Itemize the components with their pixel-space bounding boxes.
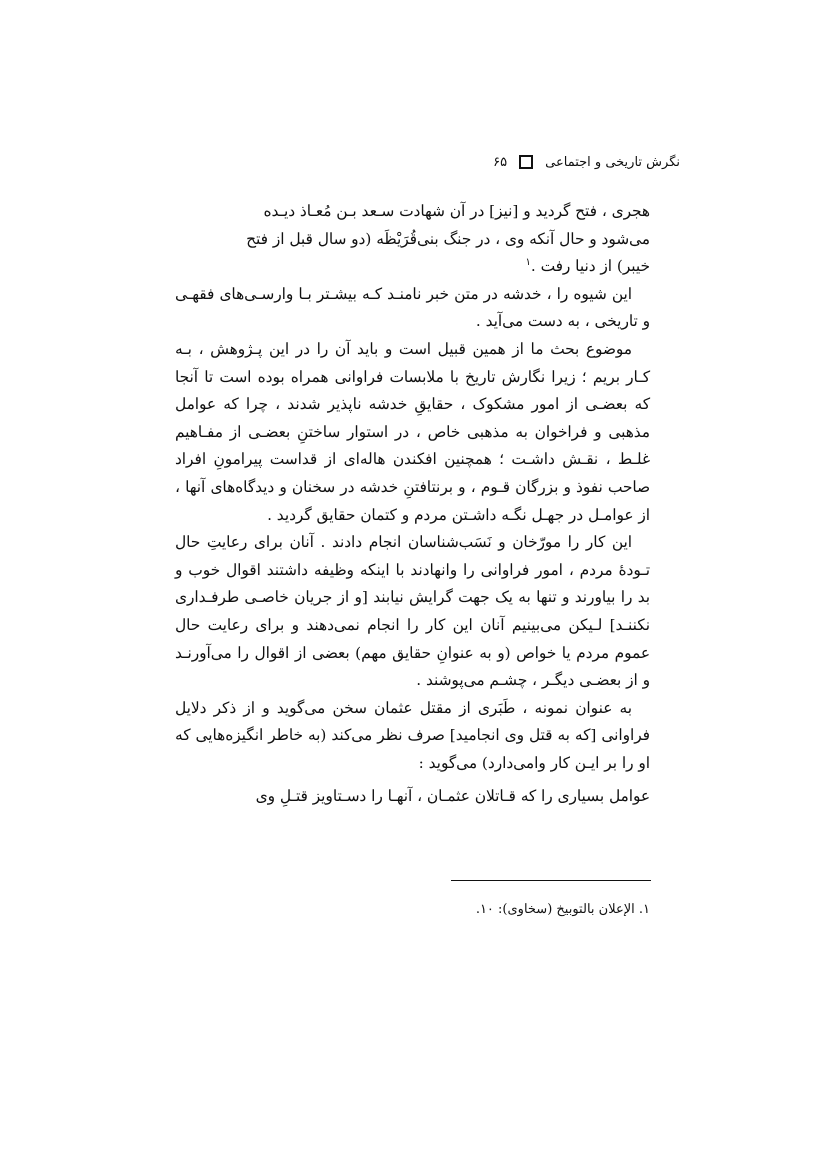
block-quote-khaybar: [209, 198, 650, 281]
quote-line: می‌شود و حال آنکه وی ، در جنگ بنی‌قُرَیْظَه (دو سال قبل از فتح: [246, 229, 650, 248]
quote-line: هجری ، فتح گردید و [نیز] در آن شهادت سـعد بـن مُعـاذ دیـده: [263, 202, 650, 220]
paragraph: موضوع بحث ما از همین قبیل است و باید آن را در این پـژوهش ، بـه کـار بریم ؛ زیرا نگارش تاریخ با ملابسات فراوانی همراه بوده است تا آنجا که بعضـی از امور مشکوک ، حقایقِ خدشه ناپذیر شدند ، چرا که عوامل مذهبی و فراخوان به مذهبی خاص ، در استوار ساختنِ بعضـی از مفـاهیم غلـط ، نقـش داشـت ؛ همچنین افکندن هاله‌ای از قداست پیرامونِ افراد صاحب نفوذ و بزرگان قـوم ، و برنتافتنِ خدشه در سخنان و دیدگاه‌های آنها ، از عوامـل در جهـل نگـه داشـتن مردم و کتمان حقایق گردید .: [175, 339, 650, 524]
paragraph: این کار را مورّخان و نَسَب‌شناسان انجام دادند . آنان برای رعایتِ حال تـودهٔ مردم ، امور فراوانی را وانهادند با اینکه وظیفه داشتند اقوال خوب و بد را بیاورند و تنها به یک جهت گرایش نیابند [و از جریان خاصـی طرفـداری نکننـد] لـیکن می‌بینیم آنان این کار را انجام نمی‌دهند و برای رعایت حال عموم مردم یا خواص (و به عنوانِ حقایق مهم) بعضی از اقوال را می‌آورنـد و از بعضـی دیگـر ، چشـم می‌پوشند .: [175, 533, 650, 690]
running-header: [140, 150, 680, 174]
square-ornament-icon: [519, 155, 533, 169]
footnote-marker: ۱: [525, 257, 531, 269]
quote-line: عوامل بسیاری را که قـاتلان عثمـان ، آنهـا را دسـتاویز قتـلِ وی: [255, 787, 650, 806]
block-quote-tabari: [209, 783, 650, 811]
main-text: [175, 198, 650, 811]
quote-line: خیبر) از دنیا رفت .$^۱$: [525, 257, 650, 276]
running-title: نگرش تاریخی و اجتماعی: [545, 154, 680, 170]
page-number: ۶۵: [493, 154, 508, 170]
paragraph: این شیوه را ، خدشه در متن خبر نامنـد کـه بیشـتر بـا وارسـی‌های فقهـی و تاریخی ، به دست می‌آید .: [175, 284, 650, 331]
footnote: ۱. الإعلان بالتوبیخ (سخاوی): ۱۰.: [475, 902, 650, 917]
paragraph: به عنوان نمونه ، طَبَری از مقتل عثمان سخن می‌گوید و از ذکر دلایل فراوانی [که به قتل وی انجامید] صرف نظر می‌کند (به خاطر انگیزه‌هایی که او را بر ایـن کار وامی‌دارد) می‌گوید :: [175, 698, 650, 772]
footnote-separator: [451, 880, 651, 881]
